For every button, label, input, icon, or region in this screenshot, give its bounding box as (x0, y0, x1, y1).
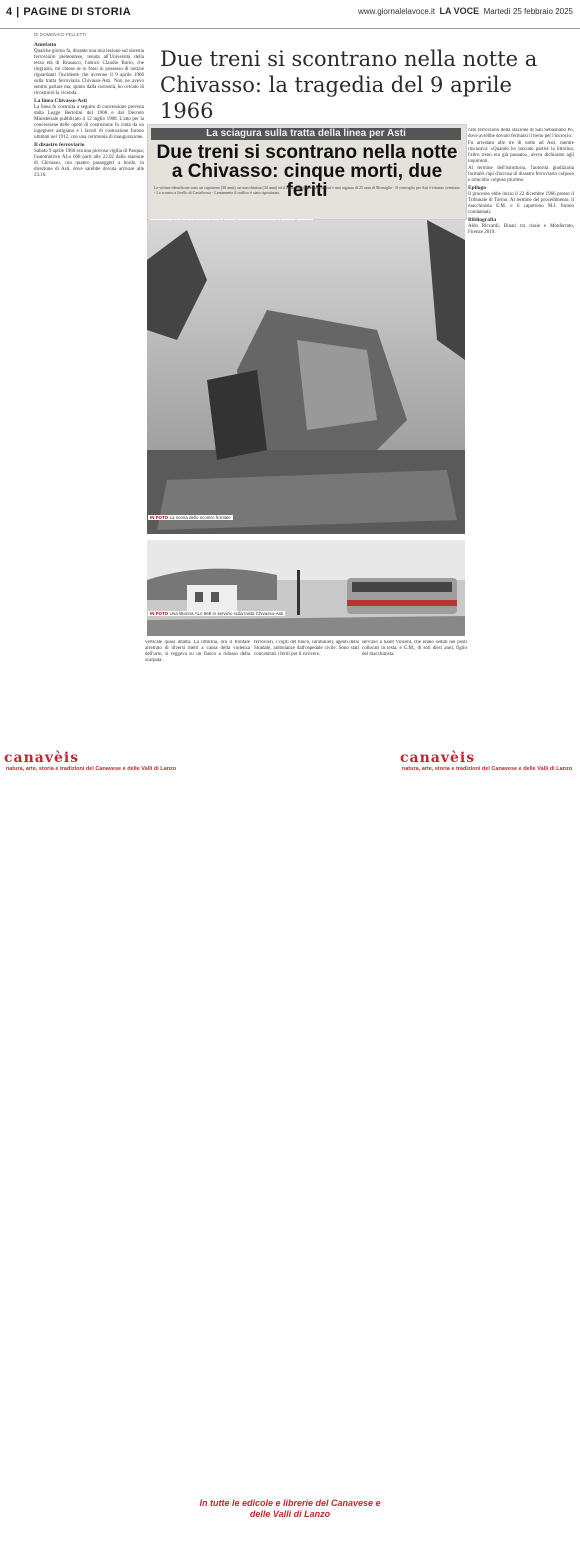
newspaper-clipping (147, 124, 467, 220)
ad-tagline: natura, arte, storia e tradizioni del Canavese e delle Valli di Lanzo (401, 766, 573, 772)
column-1 (34, 42, 144, 744)
paragraph: La linea fu costruita a seguito di concessione prevista dalla Legge Bertolini del 1908 e dal Decreto Ministeriale pubblicato il 12 luglio 1908. L'atto per la concessione delle opere di costruzione fu vinta da un ingegnere astigiano e i lavori di costruzione furono ultimati nel 1912, con una cerimonia di inaugurazione. (34, 105, 144, 140)
column-5 (468, 128, 574, 744)
paragraph: Fu arrestato alle tre di notte ad Asti, mentre rincasava: «Quando ho lasciato partire la littorina, l'altro treno era già passato», aveva dichiarato agli inquirenti. (468, 141, 574, 164)
clipping-body: Le vittime identificate sono un capotreno (38 anni), un macchinista (34 anni) ed il figlio dodicenne tutti di Asti e una ragazza di 25 anni di Montiglio - Il convoglio per Asti è rimasto sventrato - Lo scontro a livello di Castelrosso - Lentamente il traffico è stato ripristinato. (154, 185, 460, 195)
paragraph: Qualche giorno fa, durante una mia lezione sul sistema ferroviario piemontese, tenuta all'Università della terza età di Brusasco, l'amico Claudio Borio, che ringrazio, mi chiese se io fossi in possesso di notizie riguardanti l'incidente che avvenne il 9 aprile 1966 sulla tratta ferroviaria Chivasso-Asti. Non ne avevo sentito parlare ma, spinto dalla curiosità, ho cercato di ricostruire la vicenda. (34, 49, 144, 96)
byline: DI DOMENICO FELLETTI (34, 32, 87, 37)
clipping-headline: Due treni si scontrano nella notte a Chivasso: cinque morti, due feriti (156, 142, 458, 201)
paragraph: servizio a Saint Vincent, che erano seduti nei posti collocati in testa, e G.M., di soli dieci anni, figlio del macchinista. (362, 640, 467, 657)
caption-littorina: IN FOTO Una littorina ALn 668 in servizio sulla tratta Chivasso-Asti (150, 611, 284, 616)
paragraph: Sabato 9 aprile 1966 era una piovosa vigilia di Pasqua; l'automotrice ALn 668 partì alle 22.02 dalla stazione di Chivasso, con quattro passeggeri a bordo, in direzione di Asti, dove sarebbe dovuta arrivare alle 23.16. (34, 149, 144, 178)
subhead-disastro: Il disastro ferroviario (34, 142, 85, 148)
subhead-linea: La linea Chivasso-Asti (34, 98, 87, 104)
crash-photo (147, 220, 465, 534)
subhead-epilogo: Epilogo (468, 185, 487, 191)
caption-crash: IN FOTO La scena dello scontro frontale (150, 515, 231, 520)
canaveis-logo: canavèis (400, 750, 476, 766)
advertisement-strip (0, 748, 580, 1519)
littorina-photo (147, 540, 465, 636)
column-3 (254, 640, 359, 744)
paragraph: ferrovieri, i vigili del fuoco, carabinieri, agenti della Stradale, ambulanze dall'ospedale civile. Sono stati concentrati i feriti per il ricovero. (254, 640, 359, 657)
ad-left (4, 750, 178, 800)
header-meta: www.giornalelavoce.it LA VOCE Martedì 25 febbraio 2025 (358, 6, 573, 16)
ad-tagline: natura, arte, storia e tradizioni del Canavese e delle Valli di Lanzo (5, 766, 177, 772)
ad-right (400, 750, 574, 800)
clipping-band: La sciagura sulla tratta della linea per Asti (151, 128, 461, 140)
column-2 (145, 640, 250, 744)
page-section: 4 | PAGINE DI STORIA (6, 6, 132, 18)
page-header (0, 0, 580, 29)
article-title: Due treni si scontrano nella notte a Chivasso: la tragedia del 9 aprile 1966 (160, 47, 538, 123)
paragraph: Aldo Riccardi, Binari tra risaie e Monferrato, Firenze 2019. (468, 224, 574, 235)
subhead-antefatto: Antefatto (34, 42, 57, 48)
subhead-bibliografia: Bibliografia (468, 217, 497, 223)
paragraph: Il processo ebbe inizio il 22 dicembre 1966 presso il Tribunale di Torino. Al termine del procedimento, il macchinista E.M. e il capotreno M.I. furono condannati. (468, 192, 574, 215)
canaveis-logo: canavèis (4, 750, 80, 766)
column-4 (362, 640, 467, 744)
paragraph: cato ferroviario della stazione di San Sebastiano Po, dove avrebbe dovuto fermarsi il treno per l'incrocio. (468, 128, 574, 139)
paragraph: Al termine dell'istruttoria, l'autorità giudiziaria formulò capi d'accusa di disastro ferroviario colposo e omicidio colposo plurimo. (468, 166, 574, 183)
paragraph: verticale quasi intatta. La littorina, ora il frontale arretrato di diversi metri a causa della violenza dell'urto, si reggeva su un fianco a ridosso della scarpata. (145, 640, 250, 663)
ad-middle-text: In tutte le edicole e librerie del Canavese e delle Valli di Lanzo (199, 1498, 381, 1519)
